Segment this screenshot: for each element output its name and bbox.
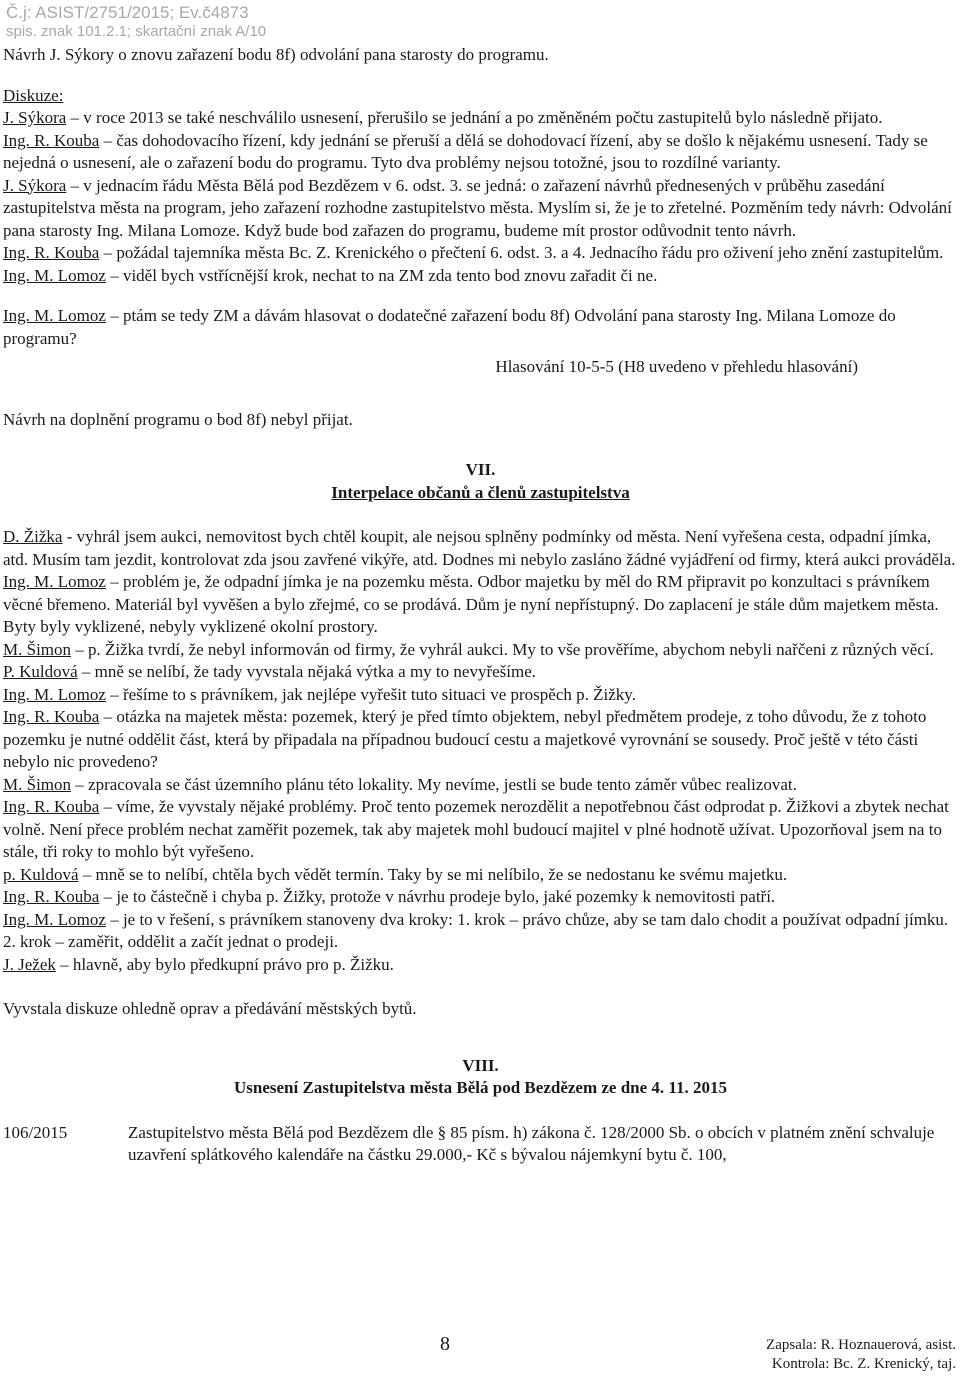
statement-text: – hlavně, aby bylo předkupní právo pro p. Žižku. [55, 954, 394, 974]
speaker-name: Ing. R. Kouba [3, 797, 100, 816]
speaker-name: Ing. M. Lomoz [3, 909, 106, 929]
statement-text: – viděl bych vstřícnější krok, nechat to na ZM zda tento bod znovu zařadit či ne. [105, 265, 658, 285]
section-number: VIII. [462, 1055, 499, 1075]
speaker-name: J. Ježek [3, 954, 56, 974]
speaker-name: M. Šimon [3, 774, 72, 794]
resolution-text: Zastupitelstvo města Bělá pod Bezdězem dle § 85 písm. h) zákona č. 128/2000 Sb. o obcích v platném znění schvaluje uzavření splátkového kalendáře na částku 29.000,- Kč s bývalou nájemkyní bytu č. 100, [128, 1122, 935, 1164]
interpellation-entry [3, 661, 958, 684]
reference-number: Č.j: ASIST/2751/2015; Ev.č4873 [6, 3, 249, 22]
statement-text: – čas dohodovacího řízení, kdy jednání se přeruší a dělá se dohodovací řízení, aby se došlo k nějakému usnesení. Tady se nejedná o usnesení, ale o zařazení bodu do programu. Tyto dva problémy nejsou totožné, jsou to rozdílné varianty. [3, 130, 928, 172]
section-viii-heading [3, 1055, 958, 1100]
interpellation-entry [3, 639, 958, 662]
interpellation-entry [3, 954, 958, 977]
interpellation-entry [3, 526, 958, 571]
statement-text: – problém je, že odpadní jímka je na pozemku města. Odbor majetku by měl do RM připravit po konzultaci s právníkem věcné břemeno. Materiál byl vyvěšen a bylo zřejmé, co se prodává. Dům je nyní nepřístupný. Do zaplacení je stále dům majetkem města. Byty byly vyklizené, nebyly vyklizené okolní prostory. [3, 572, 939, 636]
interpellation-entry [3, 796, 958, 864]
speaker-name: M. Šimon [3, 639, 72, 659]
statement-text: – v roce 2013 se také neschválilo usnesení, přerušilo se jednání a po změněném počtu zastupitelů bylo následně přijato. [66, 108, 883, 127]
discussion-label: Diskuze: [3, 85, 64, 105]
speaker-name: p. Kuldová [3, 864, 79, 884]
speaker-name: Ing. R. Kouba [3, 243, 100, 262]
vote-result: Hlasování 10-5-5 (H8 uvedeno v přehledu hlasování) [495, 357, 858, 376]
speaker-name: J. Sýkora [3, 108, 67, 127]
interpellation-entry [3, 864, 958, 887]
section-vii-heading [3, 459, 958, 504]
document-body [3, 44, 958, 1167]
discussion-entry [3, 130, 958, 175]
speaker-name: Ing. M. Lomoz [3, 684, 106, 704]
statement-text: – otázka na majetek města: pozemek, který je před tímto objektem, nebyl předmětem prodeje, z toho důvodu, že z tohoto pozemku je nutné oddělit část, která by připadala na případnou budoucí cestu a majetkové vyrovnání se sousedy. Proč ještě v této části nebylo nic provedeno? [3, 707, 927, 771]
intro-paragraph: Návrh J. Sýkory o znovu zařazení bodu 8f) odvolání pana starosty do programu. [3, 45, 549, 64]
discussion-entry [3, 265, 958, 288]
statement-text: – požádal tajemníka města Bc. Z. Krenického o přečtení 6. odst. 3. a 4. Jednacího řádu pro oživení jeho znění zastupitelům. [99, 243, 944, 262]
interpellation-entry [3, 706, 958, 774]
speaker-name: Ing. R. Kouba [3, 707, 100, 726]
speaker-name: P. Kuldová [3, 662, 78, 681]
statement-text: – mně se to nelíbí, chtěla bych vědět termín. Taky by se mi nelíbilo, že se nedostanu ke svému majetku. [78, 864, 788, 884]
statement-text: - vyhrál jsem aukci, nemovitost bych chtěl koupit, ale nejsou splněny podmínky od města. Není vyřešena cesta, odpadní jímka, atd. Musím tam jezdit, kontrolovat zda jsou zavřené vikýře, atd. Dodnes mi nebylo zasláno žádné vyjádření od firmy, která aukci prováděla. [3, 527, 956, 569]
discussion-end: Vyvstala diskuze ohledně oprav a předávání městských bytů. [3, 999, 417, 1018]
statement-text: – je to v řešení, s právníkem stanoveny dva kroky: 1. krok – právo chůze, aby se tam dalo chodit a používat odpadní jímku. 2. krok – zaměřit, oddělit a začít jednat o prodeji. [3, 909, 949, 951]
interpellation-entry [3, 909, 958, 954]
statement-text: – víme, že vyvstaly nějaké problémy. Proč tento pozemek nerozdělit a nepotřebnou část odprodat p. Žižkovi a zbytek nechat volně. Není přece problém nechat zaměřit pozemek, tak aby majetek mohl budoucí majitel v plné hodnotě užívat. Upozorňoval jsem na to stále, tři roky to mohlo být vyřešeno. [3, 797, 949, 861]
speaker-name: Ing. M. Lomoz [3, 572, 106, 591]
section-title: Interpelace občanů a členů zastupitelstva [331, 482, 630, 502]
interpellation-list [3, 526, 958, 976]
statement-text: – p. Žižka tvrdí, že nebyl informován od firmy, že vyhrál aukci. My to vše prověříme, abychom nebyli nařčeni z různých věcí. [71, 639, 934, 659]
resolution-item [3, 1122, 958, 1167]
discussion-entry [3, 175, 958, 243]
section-number: VII. [465, 460, 496, 479]
statement-text: – je to částečně i chyba p. Žižky, protože v návrhu prodeje bylo, jaké pozemky k nemovitosti patří. [99, 887, 776, 906]
page-number: 8 [440, 1333, 450, 1355]
vote-conclusion: Návrh na doplnění programu o bod 8f) nebyl přijat. [3, 409, 353, 429]
discussion-entry [3, 242, 958, 265]
statement-text: – mně se nelíbí, že tady vyvstala nějaká výtka a my to nevyřešíme. [77, 662, 537, 681]
statement-text: – řešíme to s právníkem, jak nejlépe vyřešit tuto situaci ve prospěch p. Žižky. [105, 684, 636, 704]
speaker-name: Ing. R. Kouba [3, 130, 100, 150]
interpellation-entry [3, 571, 958, 639]
statement-text: – zpracovala se část územního plánu této lokality. My nevíme, jestli se bude tento záměr vůbec realizovat. [71, 774, 797, 794]
vote-request: Ing. M. Lomoz – ptám se tedy ZM a dávám hlasovat o dodatečné zařazení bodu 8f) Odvolání pana starosty Ing. Milana Lomoze do programu? [3, 306, 896, 348]
file-code: spis. znak 101.2.1; skartační znak A/10 [6, 23, 267, 40]
document-header [6, 3, 266, 41]
checked-by: Kontrola: Bc. Z. Krenický, taj. [771, 1356, 956, 1372]
speaker-name: Ing. M. Lomoz [3, 265, 106, 285]
discussion-list [3, 107, 958, 287]
written-by: Zapsala: R. Hoznauerová, asist. [766, 1337, 956, 1353]
interpellation-entry [3, 684, 958, 707]
interpellation-entry [3, 774, 958, 797]
speaker-name: J. Sýkora [3, 175, 67, 195]
speaker-name: D. Žižka [3, 527, 63, 546]
section-title: Usnesení Zastupitelstva města Bělá pod Bezdězem ze dne 4. 11. 2015 [234, 1078, 727, 1097]
discussion-entry [3, 107, 958, 130]
resolution-number: 106/2015 [3, 1122, 68, 1142]
interpellation-entry [3, 886, 958, 909]
speaker-name: Ing. R. Kouba [3, 887, 100, 906]
statement-text: – v jednacím řádu Města Bělá pod Bezdězem v 6. odst. 3. se jedná: o zařazení návrhů přednesených v průběhu zasedání zastupitelstva města na program, jeho zařazení rozhodne zastupitelstvo města. Myslím si, že je to zřetelné. Pozměním tedy návrh: Odvolání pana starosty Ing. Milana Lomoze. Když bude bod zařazen do programu, budeme mít prostor odůvodnit tento návrh. [3, 175, 952, 240]
footer-signatures [766, 1336, 956, 1374]
